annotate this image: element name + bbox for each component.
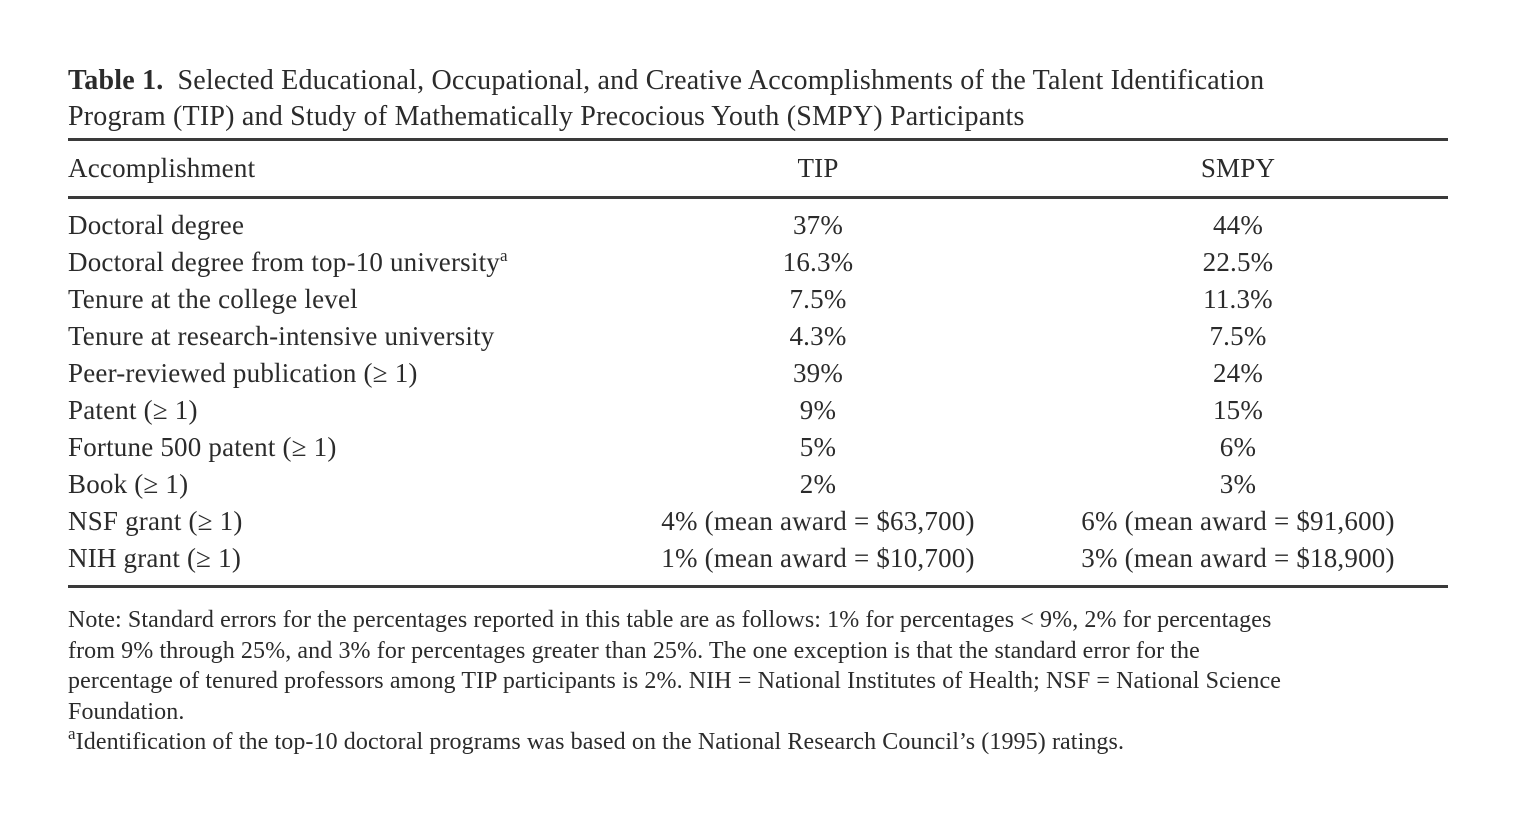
table-header-row xyxy=(68,140,1448,198)
tip-value-cell: 2% xyxy=(799,469,837,499)
smpy-value-cell: 15% xyxy=(1212,395,1264,425)
tip-value-cell: 9% xyxy=(799,395,837,425)
tip-value-cell: 4.3% xyxy=(789,321,847,351)
tip-value-cell: 37% xyxy=(792,210,844,240)
tip-value-cell: 16.3% xyxy=(782,247,854,277)
table-note xyxy=(68,605,1448,727)
note-line: Foundation. xyxy=(68,698,185,725)
table-row xyxy=(68,540,1448,587)
smpy-value-cell: 24% xyxy=(1212,358,1264,388)
smpy-value-cell: 7.5% xyxy=(1209,321,1267,351)
accomplishment-cell: Doctoral degree from top-10 university$^a$ xyxy=(68,246,508,277)
table-row xyxy=(68,429,1448,466)
table-title xyxy=(68,63,1448,135)
accomplishment-cell: Fortune 500 patent (≥ 1) xyxy=(68,432,337,462)
smpy-value-cell: 22.5% xyxy=(1202,247,1274,277)
smpy-value-cell: 44% xyxy=(1212,210,1264,240)
column-header-accomplishment: Accomplishment xyxy=(68,140,608,198)
table-number-label: Table 1. xyxy=(68,65,164,96)
accomplishment-cell: Peer-reviewed publication (≥ 1) xyxy=(68,358,418,388)
footnote-marker: a xyxy=(499,246,508,265)
smpy-value-cell: 6% xyxy=(1219,432,1257,462)
table-title-line2: Program (TIP) and Study of Mathematically Precocious Youth (SMPY) Participants xyxy=(68,101,1025,132)
table-figure xyxy=(68,63,1448,757)
table-row xyxy=(68,198,1448,245)
column-header-smpy: SMPY xyxy=(1028,140,1448,198)
accomplishment-cell: NIH grant (≥ 1) xyxy=(68,540,608,587)
table-row xyxy=(68,503,1448,540)
note-line: from 9% through 25%, and 3% for percentages greater than 25%. The one exception is that the standard error for the xyxy=(68,637,1200,664)
tip-value-cell: 1% (mean award = $10,700) xyxy=(608,540,1028,587)
accomplishment-cell: NSF grant (≥ 1) xyxy=(68,506,243,536)
smpy-value-cell: 6% (mean award = $91,600) xyxy=(1081,506,1395,536)
accomplishment-cell: Book (≥ 1) xyxy=(68,469,189,499)
tip-value-cell: 5% xyxy=(799,432,837,462)
smpy-value-cell: 3% xyxy=(1219,469,1257,499)
accomplishments-table xyxy=(68,138,1448,588)
column-header-tip: TIP xyxy=(608,140,1028,198)
smpy-value-cell: 11.3% xyxy=(1203,284,1273,314)
accomplishment-cell: Patent (≥ 1) xyxy=(68,395,198,425)
footnote-marker: a xyxy=(68,724,76,743)
note-line: Note: Standard errors for the percentages reported in this table are as follows: 1% for percentages < 9%, 2% for percentages xyxy=(68,607,1272,633)
smpy-value-cell: 3% (mean award = $18,900) xyxy=(1028,540,1448,587)
table-row xyxy=(68,281,1448,318)
table-row xyxy=(68,318,1448,355)
footnote-text: Identification of the top-10 doctoral programs was based on the National Research Council’s (1995) ratings. xyxy=(75,729,1125,755)
table-row xyxy=(68,466,1448,503)
table-title-line1: Selected Educational, Occupational, and Creative Accomplishments of the Talent Identification xyxy=(177,65,1265,96)
table-row xyxy=(68,244,1448,281)
accomplishment-cell: Tenure at research-intensive university xyxy=(68,321,495,351)
tip-value-cell: 4% (mean award = $63,700) xyxy=(661,506,975,536)
note-line: percentage of tenured professors among TIP participants is 2%. NIH = National Institutes of Health; NSF = National Science xyxy=(68,668,1281,694)
accomplishment-cell: Doctoral degree xyxy=(68,210,245,240)
tip-value-cell: 7.5% xyxy=(789,284,847,314)
accomplishment-cell: Tenure at the college level xyxy=(68,284,358,314)
table-row xyxy=(68,392,1448,429)
table-row xyxy=(68,355,1448,392)
table-body xyxy=(68,198,1448,587)
tip-value-cell: 39% xyxy=(792,358,844,388)
table-footnote xyxy=(68,724,1448,757)
